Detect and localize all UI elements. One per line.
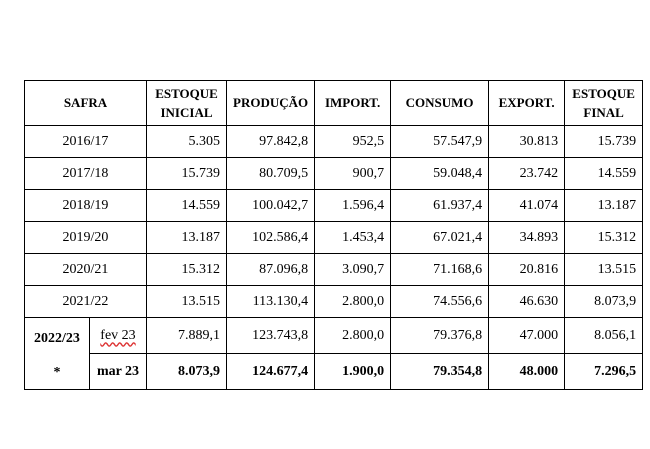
estoque-inicial-cell: 15.312	[147, 254, 227, 286]
safra-cell: 2019/20	[25, 222, 147, 254]
month-cell: mar 23	[90, 354, 147, 390]
producao-cell: 87.096,8	[227, 254, 315, 286]
producao-cell: 102.586,4	[227, 222, 315, 254]
producao-cell: 113.130,4	[227, 286, 315, 318]
table-row-fev	[25, 318, 643, 354]
header-consumo: CONSUMO	[391, 81, 489, 126]
producao-cell: 123.743,8	[227, 318, 315, 354]
estoque-final-cell: 13.515	[565, 254, 643, 286]
estoque-final-cell: 13.187	[565, 190, 643, 222]
group-safra-cell: 2022/23 *	[25, 318, 90, 390]
producao-cell: 80.709,5	[227, 158, 315, 190]
table-row	[25, 254, 643, 286]
safra-cell: 2018/19	[25, 190, 147, 222]
table-row	[25, 190, 643, 222]
consumo-cell: 57.547,9	[391, 126, 489, 158]
import-cell: 1.596,4	[315, 190, 391, 222]
export-cell: 48.000	[489, 354, 565, 390]
export-cell: 23.742	[489, 158, 565, 190]
import-cell: 2.800,0	[315, 286, 391, 318]
export-cell: 41.074	[489, 190, 565, 222]
header-export: EXPORT.	[489, 81, 565, 126]
table-row	[25, 158, 643, 190]
estoque-final-cell: 8.056,1	[565, 318, 643, 354]
estoque-inicial-cell: 5.305	[147, 126, 227, 158]
export-cell: 47.000	[489, 318, 565, 354]
estoque-inicial-cell: 8.073,9	[147, 354, 227, 390]
consumo-cell: 61.937,4	[391, 190, 489, 222]
export-cell: 30.813	[489, 126, 565, 158]
consumo-cell: 74.556,6	[391, 286, 489, 318]
estoque-final-cell: 8.073,9	[565, 286, 643, 318]
estoque-inicial-cell: 13.515	[147, 286, 227, 318]
export-cell: 20.816	[489, 254, 565, 286]
header-import: IMPORT.	[315, 81, 391, 126]
export-cell: 34.893	[489, 222, 565, 254]
table-row	[25, 286, 643, 318]
consumo-cell: 79.354,8	[391, 354, 489, 390]
safra-cell: 2021/22	[25, 286, 147, 318]
import-cell: 1.900,0	[315, 354, 391, 390]
table-row-mar	[25, 354, 643, 390]
import-cell: 1.453,4	[315, 222, 391, 254]
consumo-cell: 79.376,8	[391, 318, 489, 354]
header-safra: SAFRA	[25, 81, 147, 126]
estoque-final-cell: 7.296,5	[565, 354, 643, 390]
import-cell: 3.090,7	[315, 254, 391, 286]
estoque-inicial-cell: 15.739	[147, 158, 227, 190]
estoque-final-cell: 15.312	[565, 222, 643, 254]
table-row	[25, 126, 643, 158]
estoque-inicial-cell: 7.889,1	[147, 318, 227, 354]
estoque-final-cell: 14.559	[565, 158, 643, 190]
estoque-final-cell: 15.739	[565, 126, 643, 158]
consumo-cell: 71.168,6	[391, 254, 489, 286]
estoque-inicial-cell: 13.187	[147, 222, 227, 254]
producao-cell: 97.842,8	[227, 126, 315, 158]
supply-demand-table	[24, 80, 643, 390]
consumo-cell: 59.048,4	[391, 158, 489, 190]
header-row	[25, 81, 643, 126]
header-estoque-final: ESTOQUE FINAL	[565, 81, 643, 126]
header-producao: PRODUÇÃO	[227, 81, 315, 126]
safra-cell: 2017/18	[25, 158, 147, 190]
estoque-inicial-cell: 14.559	[147, 190, 227, 222]
producao-cell: 100.042,7	[227, 190, 315, 222]
header-estoque-inicial: ESTOQUE INICIAL	[147, 81, 227, 126]
consumo-cell: 67.021,4	[391, 222, 489, 254]
month-cell: fev 23	[90, 318, 147, 354]
import-cell: 900,7	[315, 158, 391, 190]
safra-cell: 2020/21	[25, 254, 147, 286]
safra-cell: 2016/17	[25, 126, 147, 158]
export-cell: 46.630	[489, 286, 565, 318]
producao-cell: 124.677,4	[227, 354, 315, 390]
import-cell: 952,5	[315, 126, 391, 158]
table-row	[25, 222, 643, 254]
import-cell: 2.800,0	[315, 318, 391, 354]
